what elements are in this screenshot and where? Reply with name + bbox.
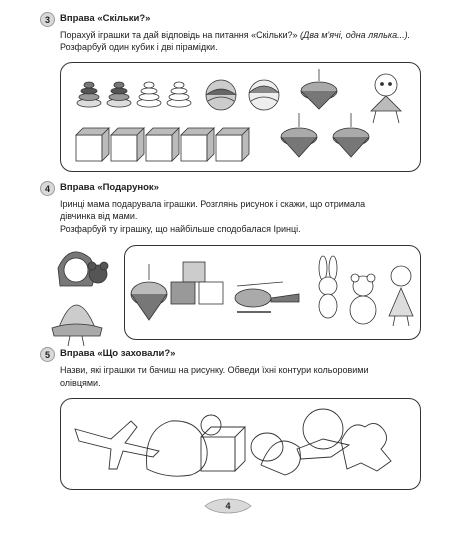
pyramid-icon <box>137 82 161 107</box>
ball-icon <box>249 80 279 110</box>
exercise-number-badge: 4 <box>40 181 55 196</box>
exercise-instruction: Назви, які іграшки ти бачиш на рисунку. Обведи їхні контури кольоровими <box>60 365 369 375</box>
cube-icon <box>146 128 179 161</box>
exercise-illustration-frame <box>60 62 421 172</box>
spinning-top-icon <box>301 69 337 109</box>
exercise-number-badge: 5 <box>40 347 55 362</box>
exercise-number-badge: 3 <box>40 12 55 27</box>
ball-icon <box>206 80 236 110</box>
toys-counting-illustration <box>61 63 422 173</box>
exercise-title: Вправа «Скільки?» <box>60 13 151 24</box>
cube-icon <box>181 128 214 161</box>
exercise-title: Вправа «Що заховали?» <box>60 348 176 359</box>
helicopter-icon <box>235 282 299 312</box>
overlapping-toy-silhouettes-icon <box>61 399 422 491</box>
page-number: 4 <box>225 501 231 511</box>
exercise-instruction: олівцями. <box>60 378 101 388</box>
cube-icon <box>76 128 109 161</box>
exercise-title: Вправа «Подарунок» <box>60 182 159 193</box>
girl-with-bear-icon <box>40 240 120 350</box>
exercise-instruction: Розфарбуй ту іграшку, що найбільше сподобалася Іринці. <box>60 224 301 234</box>
doll-icon <box>371 74 401 123</box>
gift-toys-illustration <box>125 246 422 341</box>
exercise-instruction: Іринці мама подарувала іграшки. Розглянь рисунок і скажи, що отримала <box>60 199 366 209</box>
pyramid-icon <box>167 82 191 107</box>
cube-icon <box>216 128 249 161</box>
spinning-top-icon <box>131 264 167 320</box>
spinning-top-icon <box>281 113 317 157</box>
bunny-icon <box>319 256 337 318</box>
exercise-instruction: Порахуй іграшки та дай відповідь на питання «Скільки?» (Два м'ячі, одна лялька...). <box>60 30 411 40</box>
pyramid-icon <box>77 82 101 107</box>
exercise-instruction: Розфарбуй один кубик і дві пірамідки. <box>60 42 218 52</box>
exercise-illustration-frame <box>124 245 421 340</box>
exercise-instruction: дівчинка від мами. <box>60 211 138 221</box>
cube-icon <box>111 128 144 161</box>
page-number-badge <box>203 497 253 515</box>
doll-icon <box>389 266 413 326</box>
spinning-top-icon <box>333 113 369 157</box>
pyramid-icon <box>107 82 131 107</box>
exercise-illustration-frame <box>60 398 421 490</box>
teddy-bear-icon <box>350 274 376 324</box>
blocks-icon <box>171 262 223 304</box>
